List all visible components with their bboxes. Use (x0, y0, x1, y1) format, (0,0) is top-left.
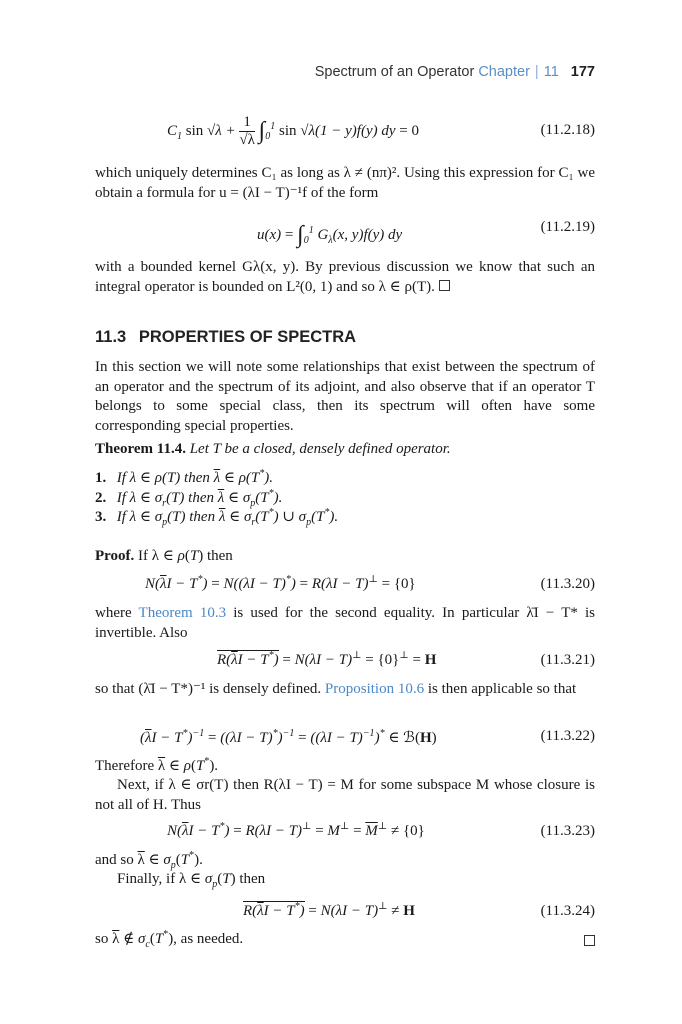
finally-line: Finally, if λ ∈ $\sigma_p(T)$ then (117, 871, 266, 890)
page-number: 177 (570, 64, 595, 80)
section-number: 11.3 (95, 328, 127, 346)
equation-11-3-21: $R(\overline{\lambda}I - T^*) = N(\lambda I - T)^\perp = \{0\}^\perp = H$ (11.3.21) (217, 650, 595, 668)
theorem-label: Theorem 11.4. (95, 441, 186, 457)
proof-start: Proof. If λ ∈ ρ(T) then (95, 548, 233, 564)
paragraph-bounded-kernel-text: with a bounded kernel Gλ(x, y). By previous discussion we know that such an integral operator is bounded on L²(0, 1) and so λ ∈ ρ(T). (95, 259, 595, 295)
equation-11-3-23: $N(\overline{\lambda}I - T^*) = R(\lambda I - T)^\perp = M^\perp = \overline{M}^\perp \ne \{0\}$ (11.3.23) (167, 821, 595, 839)
running-header: Spectrum of an Operator Chapter | 11 177 (314, 64, 595, 80)
theorem-list (95, 469, 595, 528)
link-theorem-10-3[interactable]: Theorem 10.3 (138, 605, 227, 621)
chapter-label: Chapter (478, 64, 530, 80)
paragraph-invertible (95, 604, 595, 643)
equation-number: (11.3.23) (540, 823, 595, 839)
paragraph-uniqueness: which uniquely determines C₁ as long as λ ≠ (nπ)². Using this expression for C₁ we obtain a formula for u = (λI − T)⁻¹f of the form (95, 165, 595, 201)
section-heading (95, 328, 356, 347)
theorem-item-1: 1. If λ ∈ ρ(T) then $\overline{\lambda}$ ∈ ρ(T*). (95, 468, 274, 486)
paragraph-residual (95, 776, 595, 815)
equation-number: (11.2.18) (540, 122, 595, 138)
equation-number: (11.2.19) (540, 219, 595, 235)
paragraph-text: is used for the second equality. In particular λ̄I − T* is invertible. Also (95, 605, 596, 641)
equation-11-2-19: $u(x) = \int_0^1$ $G_\lambda(x$, y)f(y) dy (11.2.19) (257, 219, 595, 248)
therefore-line: Therefore $\overline{\lambda}$ ∈ ρ(T*). (95, 756, 219, 774)
link-proposition-10-6[interactable]: Proposition 10.6 (324, 681, 425, 697)
paragraph-text: so that (λ̄I − T*)⁻¹ is densely defined. (95, 681, 325, 697)
equation-number: (11.3.20) (540, 576, 595, 592)
equation-11-3-20: $N(\overline{\lambda}I - T^*) = N((\lambda I - T)^*) = R(\lambda I - T)^\perp = \{0\}$ (11.3.20) (145, 574, 595, 592)
paragraph-bounded-kernel (95, 258, 595, 297)
and-so-line: and so $\overline{\lambda}$ ∈ $\sigma_p(T^*)$. (95, 850, 203, 871)
equation-11-3-24: $R(\overline{\lambda}I - T^*) = N(\lambda I - T)^\perp \ne H$ (11.3.24) (243, 901, 595, 919)
qed-square-icon (439, 280, 450, 291)
chapter-number: 11 (543, 64, 559, 80)
equation-number: (11.3.22) (540, 728, 595, 744)
paragraph-text: is then applicable so that (424, 681, 577, 697)
theorem-11-4 (95, 440, 595, 460)
paragraph-text: Next, if λ ∈ σr(T) then R(λI − T) = M for some subspace M whose closure is not all of H. Thus (95, 777, 595, 813)
theorem-item-2: 2. If λ ∈ $\sigma_r(T)$ then $\overline{\lambda}$ ∈ $\sigma_p(T^*)$. (95, 487, 283, 509)
paragraph-intro: In this section we will note some relationships that exist between the spectrum of an operator and the spectrum of its adjoint, and also observe that if an operator T belongs to some special class, then its spectrum will often have some corresponding special properties. (95, 359, 595, 434)
running-title: Spectrum of an Operator (314, 64, 475, 80)
qed-square-icon (584, 935, 595, 946)
theorem-statement: Let T be a closed, densely defined operator. (189, 441, 451, 457)
equation-number: (11.3.24) (540, 903, 595, 919)
equation-11-3-22: $(\overline{\lambda}I - T^*)^{-1} = ((\lambda I - T)^*)^{-1} = ((\lambda I - T)^{-1})^*$ ∈ ℬ(H) (11.3.22) (140, 728, 595, 746)
equation-number: (11.3.21) (540, 652, 595, 668)
paragraph-densely-defined (95, 680, 595, 700)
final-line: so $\overline{\lambda}$ ∉ $\sigma_c(T^*)$, as needed. (95, 929, 244, 950)
theorem-item-3: 3. If λ ∈ $\sigma_p(T)$ then $\overline{\lambda}$ ∈ $\sigma_r(T^*)$ ∪ $\sigma_p(T^*)$. (95, 507, 339, 529)
section-title: PROPERTIES OF SPECTRA (138, 328, 357, 346)
equation-11-2-18: $C_1$ sin √λ + $\frac{1}{√\lambda}$ $\int_0^1$ sin √λ(1 − y)f(y) dy = 0 (11.2.18) (167, 114, 595, 148)
paragraph-text: where (95, 605, 139, 621)
proof-label: Proof. (95, 548, 135, 564)
